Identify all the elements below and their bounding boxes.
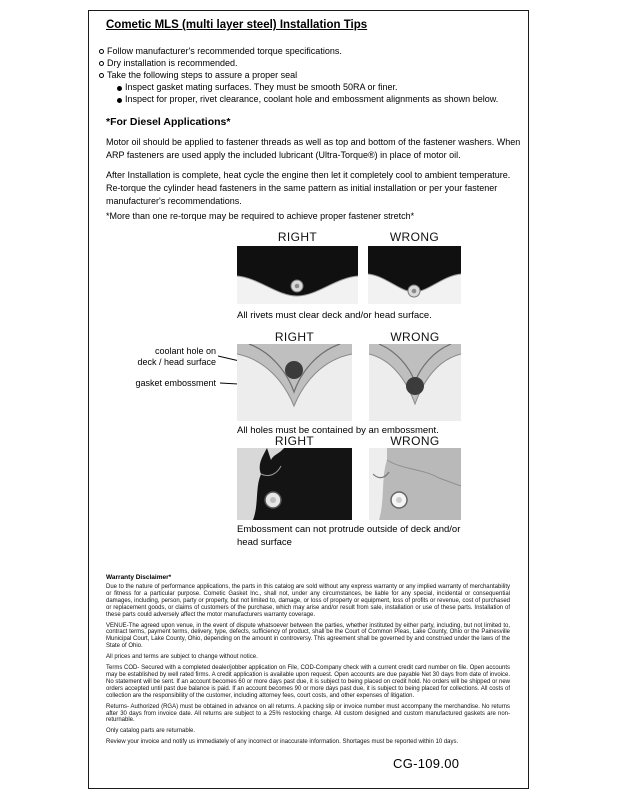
disclaimer-paragraph: Due to the nature of performance applications, the parts in this catalog are sold without any express warranty or any implied warranty of merchantability or fitness for a particular purpose. Cometic Gasket Inc., shall not, under any circumstances, be liable for any special, incidental or consequential damages, including, person, party or property, but not limited to, damage, or loss of property or equipment, loss of profits or revenue, cost of purchased or replacement goods, or claims of customers of the purchase, which may arise and/or result from sale, installation or use of these parts. Installation of these parts could adversely affect the motor manufacturers warranty coverage. — [106, 584, 510, 618]
catalog-page-code: CG-109.00 — [393, 756, 460, 771]
gasket-embossment-callout: gasket embossment — [135, 378, 216, 388]
coolant-hole-callout-line2: deck / head surface — [137, 357, 216, 367]
embossment-containment-right-diagram — [237, 344, 352, 421]
rivet-clearance-right-diagram — [237, 246, 358, 304]
list-item: Take the following steps to assure a proper seal — [98, 69, 522, 81]
disclaimer-paragraph: Only catalog parts are returnable. — [106, 728, 196, 735]
rivet-clearance-wrong-diagram — [368, 246, 461, 304]
coolant-hole-callout-line1: coolant hole on — [154, 346, 216, 356]
row2-wrong-label: WRONG — [390, 330, 440, 344]
diesel-applications-heading: *For Diesel Applications* — [106, 116, 231, 128]
disclaimer-paragraph: VENUE-The agreed upon venue, in the event of dispute whatsoever between the parties, whether instituted by either party, including, but not limited to, contract terms, payment terms, delivery, type, defects, sufficiency of product, shall be the Court of Common Pleas, Lake County, Ohio or the Painesville Municipal Court, Lake County, Ohio, depending on the amount in controversy. This agreement shall be governed by and construed under the laws of the State of Ohio. — [106, 622, 510, 650]
embossment-protrusion-wrong-diagram — [369, 448, 461, 520]
row3-right-label: RIGHT — [274, 434, 315, 448]
row2-right-label: RIGHT — [274, 330, 315, 344]
warranty-disclaimer-text — [106, 584, 510, 750]
embossment-containment-wrong-diagram — [369, 344, 461, 421]
warranty-disclaimer-heading: Warranty Disclaimer* — [106, 574, 172, 581]
list-sub-item: Inspect gasket mating surfaces. They must be smooth 50RA or finer. — [116, 81, 522, 93]
row1-caption: All rivets must clear deck and/or head surface. — [237, 310, 432, 321]
installation-tips-list — [98, 45, 522, 105]
row1-wrong-label: WRONG — [389, 230, 440, 244]
retorque-note: *More than one re-torque may be required to achieve proper fastener stretch* — [106, 211, 415, 221]
diesel-paragraph-2: After Installation is complete, heat cycle the engine then let it completely cool to ambient temperature. Re-torque the cylinder head fasteners in the same pattern as initial installation or per your fastener manufacturer's recommendations. — [106, 170, 511, 206]
disclaimer-paragraph: Review your invoice and notify us immediately of any incorrect or inaccurate information. Shortages must be reported within 10 days. — [106, 739, 459, 746]
row3-caption: Embossment can not protrude outside of deck and/or head surface — [237, 524, 461, 548]
diesel-paragraph-1: Motor oil should be applied to fastener threads as well as top and bottom of the fastener washers. When ARP fasteners are used apply the included lubricant (Ultra-Torque®) in place of motor oil. — [106, 137, 521, 160]
disclaimer-paragraph: All prices and terms are subject to change without notice. — [106, 654, 258, 661]
disclaimer-paragraph: Returns- Authorized (RGA) must be obtained in advance on all returns. A packing slip or invoice number must accompany the merchandise. No returns after 30 days from invoice date. All returns are subject to a 25% restocking charge. All custom designed and custom manufactured gaskets are non-returnable. — [106, 703, 510, 724]
list-sub-item: Inspect for proper, rivet clearance, coolant hole and embossment alignments as shown below. — [116, 93, 522, 105]
page-title: Cometic MLS (multi layer steel) Installation Tips — [106, 19, 368, 31]
row2-caption: All holes must be contained by an embossment. — [237, 425, 439, 436]
coolant-hole-callout — [116, 346, 216, 368]
row3-wrong-label: WRONG — [390, 434, 440, 448]
list-item: Follow manufacturer's recommended torque specifications. — [98, 45, 522, 57]
row1-right-label: RIGHT — [277, 230, 318, 244]
disclaimer-paragraph: Terms COD- Secured with a completed dealer/jobber application on File, COD-Company check with a current credit card number on file. Open accounts may be established by well rated firms. A credit application is available upon request. Open accounts are due payable Net 30 days from date of invoice. No statement will be sent. If an account becomes 60 or more days past due, it is subject to being placed on credit hold. No orders will be shipped or new orders accepted until past due balance is paid. If an account becomes 90 or more days past due, it is subject to being placed for collections. All costs of collection are the responsibility of the customer, including attorney fees, court costs, and other expenses of litigation. — [106, 665, 510, 699]
embossment-protrusion-right-diagram — [237, 448, 352, 520]
list-item: Dry installation is recommended. — [98, 57, 522, 69]
